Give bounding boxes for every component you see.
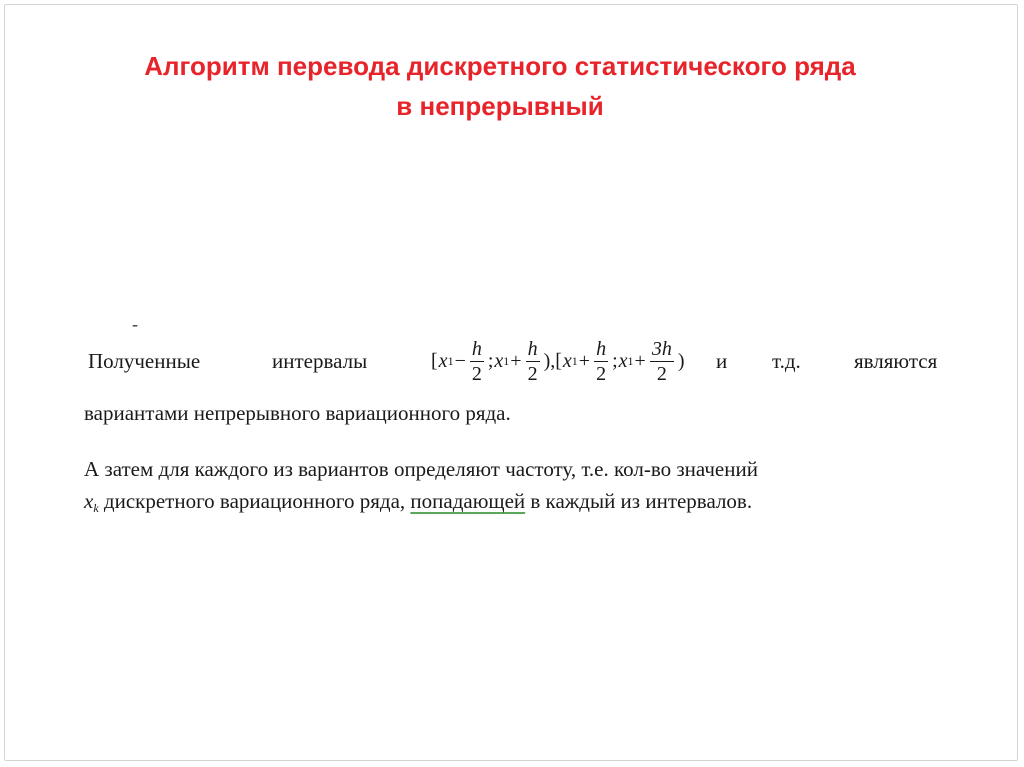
slide-title-line-2: в непрерывный <box>396 91 604 121</box>
xk-sub: k <box>93 501 99 515</box>
formula-minus: − <box>454 349 466 372</box>
paragraph-1-line-2: вариантами непрерывного вариационного ряда. <box>84 401 511 425</box>
interval-formula <box>430 330 685 392</box>
formula-x: x <box>562 349 572 372</box>
formula-x: x <box>438 349 448 372</box>
formula-fraction-3h-2 <box>650 337 674 386</box>
formula-close-open: ),[ <box>543 349 562 372</box>
xk-x: x <box>84 489 94 513</box>
paragraph-2-line-1: А затем для каждого из вариантов определяют частоту, т.е. кол-во значений <box>84 457 758 481</box>
word-etc: т.д. <box>772 349 801 373</box>
formula-sub: 1 <box>503 353 510 368</box>
formula-sub: 1 <box>627 353 634 368</box>
formula-numerator: h <box>471 337 482 360</box>
formula-plus: + <box>578 349 591 372</box>
formula-sub: 1 <box>571 353 578 368</box>
formula-numerator: h <box>527 337 538 360</box>
word-falling: попадающей <box>410 489 526 513</box>
formula-fraction-h-2 <box>526 337 540 386</box>
formula-denominator: 2 <box>596 362 607 385</box>
formula-plus: + <box>634 349 646 372</box>
formula-fraction-h-2 <box>470 337 484 386</box>
formula-denominator: 2 <box>471 362 482 385</box>
word-are: являются <box>854 349 938 373</box>
formula-semicolon: ; <box>612 349 618 372</box>
formula-plus: + <box>510 349 522 372</box>
formula-numerator: h <box>596 337 607 360</box>
formula-bracket-open: [ <box>431 349 438 372</box>
word-obtained: Полученные <box>88 349 201 373</box>
list-dash: - <box>132 314 138 334</box>
word-and: и <box>716 349 728 373</box>
formula-numerator: 3h <box>651 337 672 360</box>
word-intervals: интервалы <box>272 349 368 373</box>
variable-xk <box>84 489 99 513</box>
formula-x: x <box>618 349 628 372</box>
slide-title-line-1: Алгоритм перевода дискретного статистического ряда <box>144 51 856 81</box>
paragraph-2-line-2-part-a: дискретного вариационного ряда, <box>98 489 411 513</box>
paragraph-2-line-2 <box>84 488 752 521</box>
formula-fraction-h-2 <box>594 337 608 386</box>
formula-semicolon: ; <box>487 349 494 372</box>
formula-bracket-close: ) <box>677 349 685 372</box>
formula-x: x <box>494 349 504 372</box>
paragraph-2-line-2-part-b: в каждый из интервалов. <box>525 489 753 513</box>
formula-sub: 1 <box>447 353 454 368</box>
formula-denominator: 2 <box>527 362 538 385</box>
formula-denominator: 2 <box>656 362 667 385</box>
